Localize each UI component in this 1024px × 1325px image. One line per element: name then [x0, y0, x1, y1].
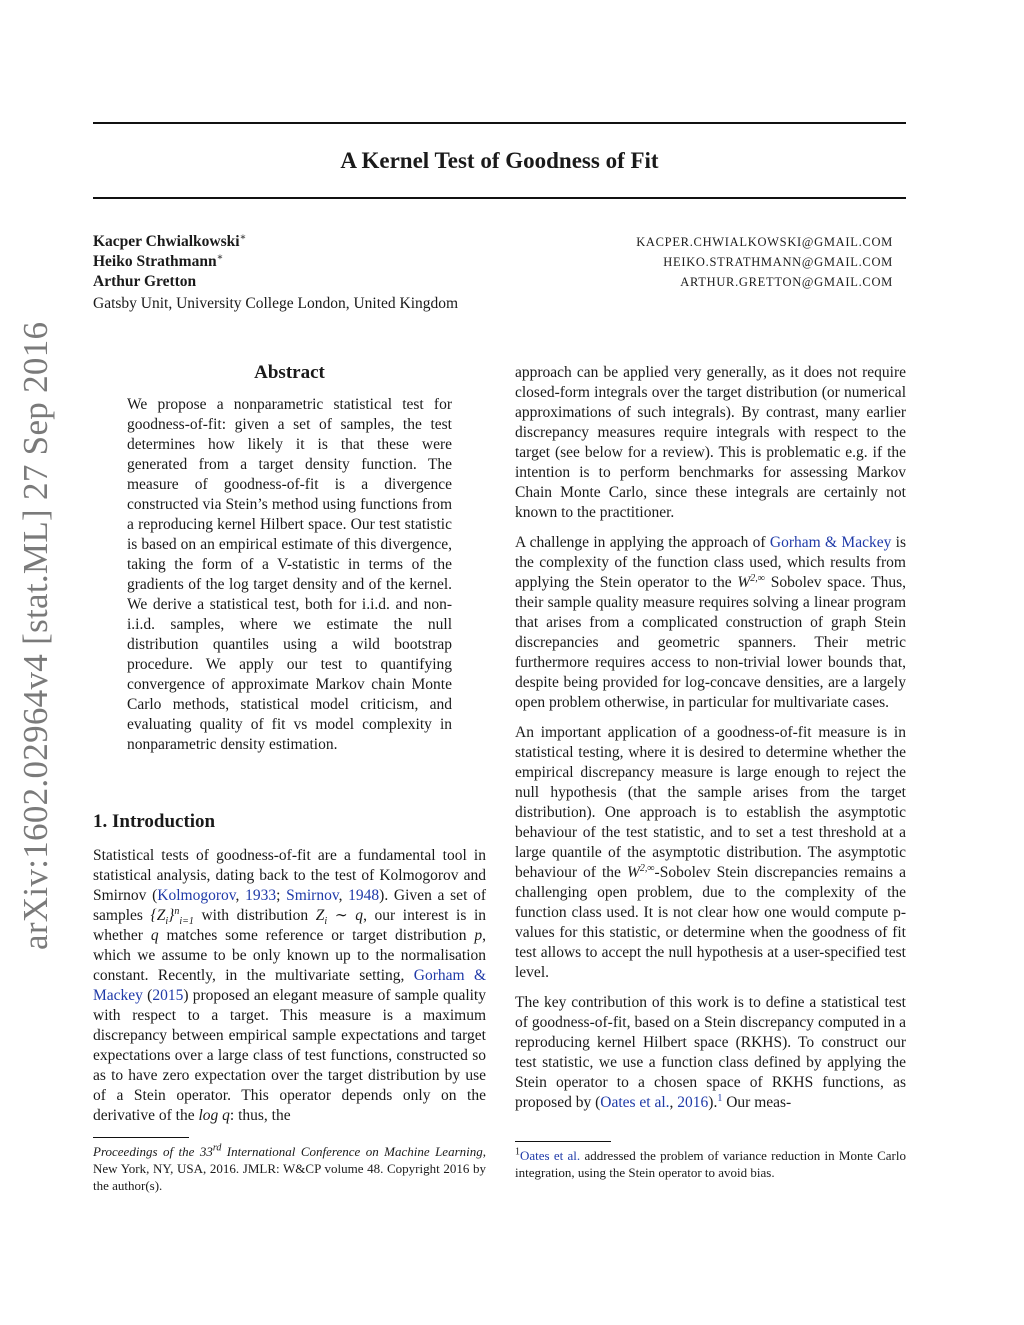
- abstract-text: We propose a nonparametric statistical test for goodness-of-fit: given a set of samples, the test determines how likely it is that these were generated from a target density function. The measure of goodness-of-fit is a divergence constructed via Stein’s method using functions from a reproducing kernel Hilbert space. Our test statistic is based on an empirical estimate of this divergence, taking the form of a V-statistic in terms of the gradients of the log target density and of the kernel. We derive a statistical test, both for i.i.d. and non-i.i.d. samples, where we estimate the null distribution quantiles using a wild bootstrap procedure. We apply our test to quantifying convergence of approximate Markov chain Monte Carlo methods, statistical model criticism, and evaluating quality of fit vs model complexity in nonparametric density estimation.: [127, 396, 452, 753]
- top-rule: [93, 122, 906, 124]
- text-run: -Sobolev Stein discrepancies remains a challenging open problem, due to the complexity of the function class used. It is not clear how one would compute p-values for this statistic, or determine when the goodness of fit test allows to accept the null hypothesis at a user-specified test level.: [515, 864, 907, 981]
- citation-link[interactable]: Oates et al.: [520, 1148, 581, 1163]
- math-inline: q: [150, 927, 159, 944]
- proceedings-footnote: [93, 1143, 486, 1194]
- section-heading-introduction: 1. Introduction: [93, 811, 216, 832]
- math-part: W: [737, 574, 751, 591]
- text-run: ).: [708, 1094, 718, 1111]
- text-run: , our interest is in whether: [93, 907, 486, 944]
- text-run: A challenge in applying the approach of: [515, 534, 770, 551]
- author-email[interactable]: ARTHUR.GRETTON@GMAIL.COM: [680, 275, 893, 289]
- math-inline: log q: [198, 1107, 230, 1124]
- author-name: Arthur Gretton: [93, 273, 197, 290]
- author-row: [93, 252, 893, 272]
- math-part: i: [165, 916, 169, 928]
- math-part: rd: [212, 1142, 222, 1154]
- text-run: An important application of a goodness-of-fit measure is in statistical testing, where it is desired to determine whether the empirical discrepancy measure is large enough to reject the null hypothesis (that the sample arises from the target distribution). One approach is to establish the asymptotic behaviour of the test statistic, and to set a test threshold at a large quantile of the asymptotic distribution. The asymptotic behaviour of the: [515, 724, 906, 881]
- math-part: Z: [315, 907, 325, 924]
- math-part: 33: [199, 1144, 213, 1159]
- abstract-heading: Abstract: [254, 362, 325, 383]
- intro-paragraph: Statistical tests of goodness-of-fit are a fundamental tool in statistical analysis, dating back to the test of Kolmogorov and Smirnov (Kolmogorov, 1933; Smirnov, 1948). Given a set of samples $\{Z_i\}^n_{i=1}$ with distribution $Z_i$ ∼ q, our interest is in whether q matches some reference or target distribution p, which we assume to be only known up to the normalisation constant. Recently, in the multivariate setting, Gorham & Mackey (2015) proposed an elegant measure of sample quality with respect to a target. This measure is a maximum discrepancy between empirical sample expectations and target expectations over a large class of test functions, constructed so as to have zero expectation over the target distribution by use of a Stein operator. This operator depends only on the derivative of the log q: thus, the: [93, 847, 487, 1124]
- text-run: Sobolev space. Thus, their sample quality measure requires solving a linear program that arises from a complicated construction of graph Stein discrepancies and geometric spanners. Their metric furthermore requires access to non-trivial lower bounds that, despite being provided for log-concave densities, are a largely open problem otherwise, in particular for multivariate cases.: [515, 574, 906, 711]
- paper-title: A Kernel Test of Goodness of Fit: [340, 148, 659, 173]
- math-part: W: [626, 864, 640, 881]
- citation-year-link[interactable]: 1933: [245, 887, 277, 904]
- citation-link[interactable]: Gorham & Mackey: [769, 534, 892, 551]
- text-run: Statistical tests of goodness-of-fit are a fundamental tool in statistical analysis, dating back to the test of Kolmogorov and Smirnov (: [93, 847, 486, 904]
- intro-body: [93, 846, 486, 1126]
- math-inline: $\{Z_i\}^n_{i=1}$: [150, 905, 194, 928]
- math-part: i: [324, 916, 328, 928]
- text-run: , New York, NY, USA, 2016. JMLR: W&CP volume 48. Copyright 2016 by the author(s).: [93, 1144, 486, 1193]
- author-email[interactable]: KACPER.CHWIALKOWSKI@GMAIL.COM: [636, 235, 893, 249]
- citation-link[interactable]: Kolmogorov: [157, 887, 236, 904]
- author-name: Kacper Chwialkowski: [93, 233, 240, 250]
- math-inline: p: [474, 927, 483, 944]
- text-run: proposed an elegant measure of sample quality with respect to a target. This measure is a maximum discrepancy between empirical sample expectations and target expectations over a large class of test functions, constructed so as to have zero expectation over the target distribution by use of a Stein operator. This operator depends only on the derivative of the: [93, 987, 486, 1124]
- text-run: Our meas-: [722, 1094, 792, 1111]
- text-run: , which we assume to be only known up to the normalisation constant. Recently, in the multivariate setting,: [93, 927, 487, 984]
- paragraph: [515, 723, 906, 983]
- footnote-rule: [515, 1141, 611, 1142]
- author-row: [93, 232, 893, 252]
- text-run: International Conference on Machine Learning: [221, 1144, 483, 1159]
- math-part: n: [174, 905, 180, 917]
- abstract-body: [127, 395, 452, 755]
- text-run: Proceedings of the: [93, 1144, 200, 1159]
- paragraph: approach can be applied very generally, as it does not require closed-form integrals over the target distribution (or numerical approximations of such integrals). By contrast, many earlier discrepancy measures require integrals with respect to the target (see below for a review). This is problematic e.g. if the intention is to perform benchmarks for assessing Markov Chain Monte Carlo, since these integrals are certainly not known to the practitioner.: [515, 364, 906, 521]
- citation-link[interactable]: Smirnov: [286, 887, 339, 904]
- arxiv-stamp: arXiv:1602.02964v4 [stat.ML] 27 Sep 2016: [16, 321, 55, 950]
- citation-link[interactable]: Gorham & Mackey: [93, 967, 486, 1004]
- math-part: 2,∞: [639, 862, 655, 874]
- text-run: : thus, the: [229, 1107, 291, 1124]
- text-run: matches some reference or target distribution: [158, 927, 475, 944]
- text-run: addressed the problem of variance reduction in Monte Carlo integration, using the Stein operator to avoid bias.: [515, 1148, 906, 1180]
- text-run: ). Given a set of samples: [93, 887, 487, 924]
- citation-year-link[interactable]: 2016: [677, 1094, 709, 1111]
- math-inline: [737, 574, 765, 591]
- author-name: Heiko Strathmann: [93, 253, 217, 270]
- text-run: is the complexity of the function class used, which results from applying the Stein operator to the: [515, 534, 907, 591]
- paragraph: [515, 533, 906, 713]
- affiliation: Gatsby Unit, University College London, United Kingdom: [93, 295, 459, 312]
- citation-year-link[interactable]: 2015: [152, 987, 184, 1004]
- text-run: The key contribution of this work is to define a statistical test of goodness-of-fit, based on a Stein discrepancy computed in a reproducing kernel Hilbert space (RKHS). To construct our test statistic, we use a function class defined by applying the Stein operator to a chosen space of RKHS functions, as proposed by (: [515, 994, 906, 1111]
- text-run: with distribution: [193, 907, 316, 924]
- footnote-1: [515, 1147, 906, 1181]
- math-inline: [315, 907, 364, 928]
- math-part: i=1: [179, 916, 194, 928]
- citation-year-link[interactable]: 1948: [348, 887, 380, 904]
- footnote-number: 1: [515, 1146, 520, 1158]
- title-bottom-rule: [93, 197, 906, 199]
- math-part: {Z: [150, 907, 166, 924]
- right-column: [515, 363, 906, 1113]
- paragraph: The key contribution of this work is to define a statistical test of goodness-of-fit, based on a Stein discrepancy computed in a reproducing kernel Hilbert space (RKHS). To construct our test statistic, we use a function class defined by applying the Stein operator to a chosen space of RKHS functions, as proposed by (Oates et al., 2016).$^1$ Our meas-: [515, 994, 906, 1111]
- footnote-marker[interactable]: 1: [717, 1092, 723, 1104]
- math-inline: [627, 864, 655, 881]
- author-email[interactable]: HEIKO.STRATHMANN@GMAIL.COM: [663, 255, 893, 269]
- author-row: [93, 272, 893, 292]
- author-mark: ∗: [239, 231, 247, 243]
- proceedings-text: [93, 1143, 486, 1194]
- footnote-text: [515, 1147, 906, 1181]
- footnote-rule: [93, 1137, 189, 1138]
- math-part: ∼ q: [327, 907, 364, 924]
- citation-link[interactable]: Oates et al.: [600, 1094, 670, 1111]
- math-part: 2,∞: [750, 572, 765, 584]
- author-mark: ∗: [216, 251, 224, 263]
